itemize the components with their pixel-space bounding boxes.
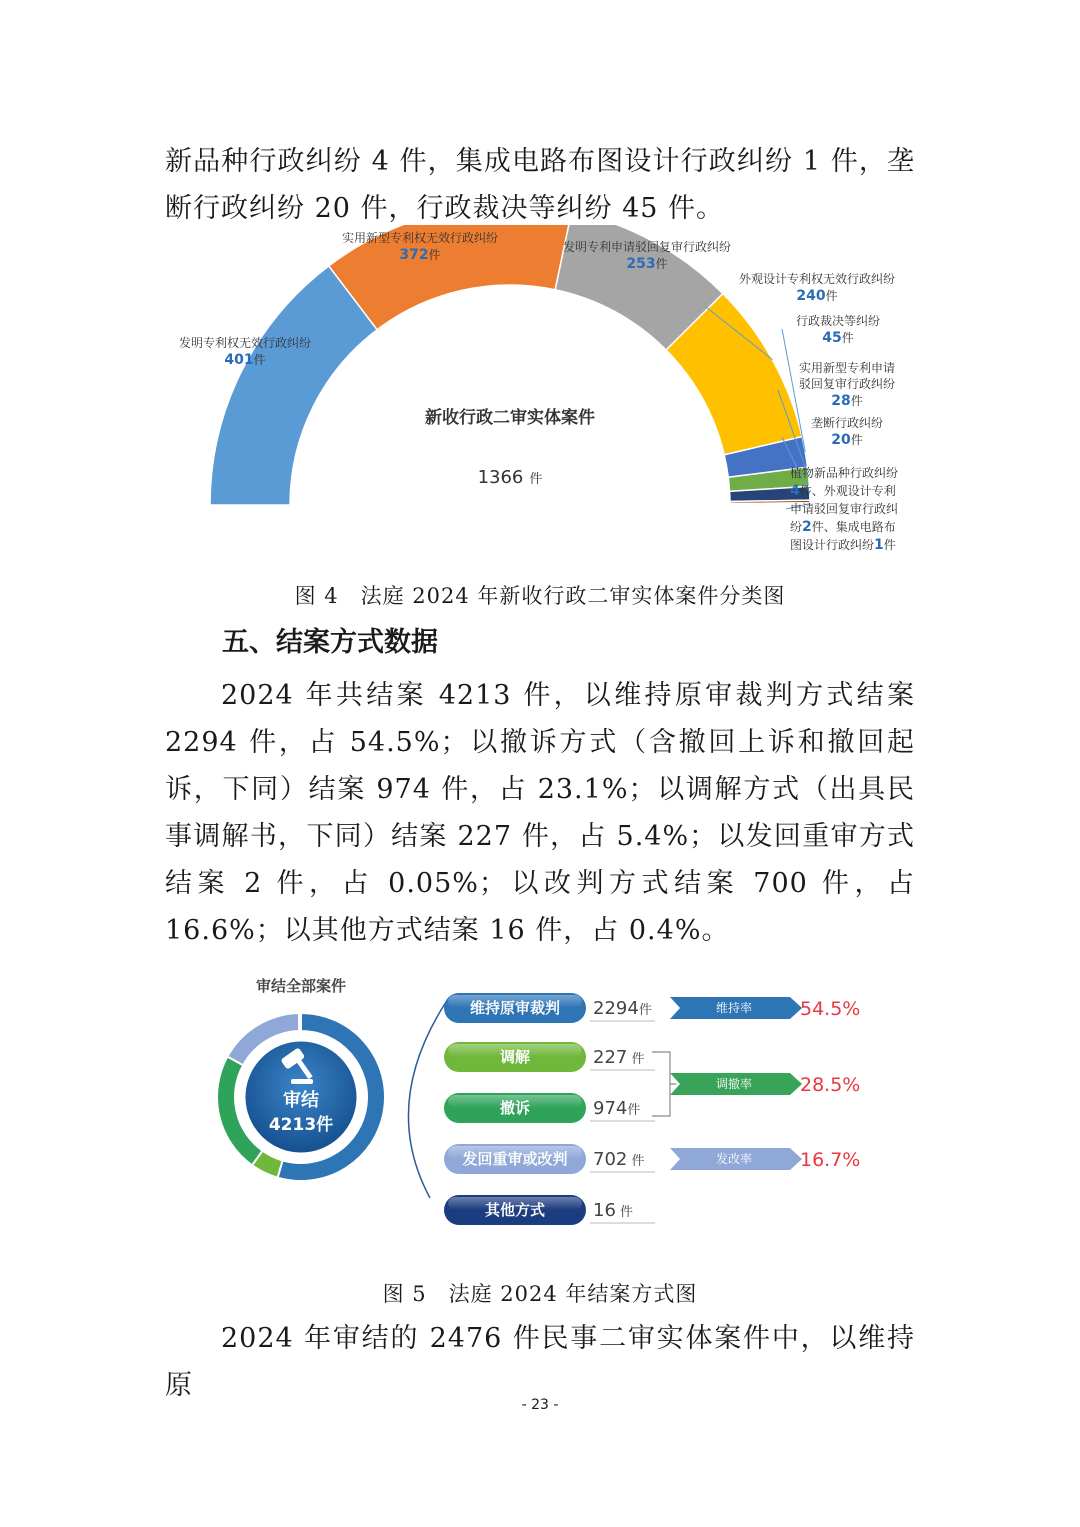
- svg-text:纷2件、集成电路布: 纷2件、集成电路布: [790, 519, 896, 535]
- svg-text:维持原审裁判: 维持原审裁判: [469, 999, 561, 1017]
- bracket-line: [652, 1052, 676, 1116]
- rate-arrow: [670, 1148, 860, 1171]
- closing-method-row: [444, 1093, 655, 1123]
- closing-method-row: [444, 1042, 655, 1072]
- svg-text:2294件: 2294件: [593, 998, 652, 1019]
- paragraph-intro: 新品种行政纠纷 4 件，集成电路布图设计行政纠纷 1 件，垄断行政纠纷 20 件，行政裁决等纠纷 45 件。: [165, 146, 915, 224]
- svg-text:253件: 253件: [626, 256, 668, 272]
- svg-text:行政裁决等纠纷: 行政裁决等纠纷: [795, 314, 881, 328]
- rate-arrow: [670, 997, 860, 1020]
- svg-text:调解: 调解: [499, 1048, 531, 1066]
- svg-text:发改率: 发改率: [715, 1152, 753, 1166]
- infographic-header: 审结全部案件: [255, 977, 347, 995]
- svg-text:垄断行政纠纷: 垄断行政纠纷: [810, 416, 884, 430]
- svg-text:372件: 372件: [399, 247, 441, 263]
- chart-center-title: 新收行政二审实体案件: [425, 408, 595, 428]
- chart-center-total: 1366 件: [477, 467, 543, 488]
- svg-text:4件、外观设计专利: 4件、外观设计专利: [790, 483, 896, 499]
- svg-text:45件: 45件: [822, 330, 854, 346]
- svg-text:维持率: 维持率: [715, 1001, 753, 1015]
- svg-text:发回重审或改判: 发回重审或改判: [462, 1150, 568, 1168]
- svg-text:28.5%: 28.5%: [800, 1074, 861, 1096]
- svg-text:702 件: 702 件: [593, 1149, 645, 1170]
- paragraph-case-closing: 2024 年共结案 4213 件，以维持原审裁判方式结案 2294 件，占 54.5%；以撤诉方式（含撤回上诉和撤回起诉，下同）结案 974 件，占 23.1%；以调解方式（出具民事调解书，下同）结案 227 件，占 5.4%；以发回重审方式结案 2 件，占 0.05%；以改判方式结案 700 件，占 16.6%；以其他方式结案 16 件，占 0.4%。: [165, 680, 915, 946]
- svg-text:240件: 240件: [796, 288, 838, 304]
- svg-text:外观设计专利权无效行政纠纷: 外观设计专利权无效行政纠纷: [738, 272, 896, 286]
- center-total: 4213件: [268, 1115, 334, 1135]
- slice-label: [796, 313, 880, 346]
- svg-text:申请驳回复审行政纠: 申请驳回复审行政纠: [790, 502, 899, 516]
- svg-text:其他方式: 其他方式: [484, 1201, 546, 1219]
- paragraph-continuation: 2024 年审结的 2476 件民事二审实体案件中，以维持原: [165, 1323, 915, 1401]
- half-donut-slice: [210, 266, 377, 505]
- slice-label: [739, 271, 895, 304]
- svg-text:图设计行政纠纷1件: 图设计行政纠纷1件: [790, 537, 896, 553]
- svg-text:54.5%: 54.5%: [800, 998, 861, 1020]
- slice-label: [811, 415, 883, 448]
- closing-method-row: [444, 993, 655, 1023]
- closing-method-row: [444, 1144, 655, 1174]
- ring-segment: [299, 1013, 301, 1031]
- center-title: 审结: [283, 1090, 319, 1111]
- svg-text:28件: 28件: [831, 393, 863, 409]
- svg-text:实用新型专利申请: 实用新型专利申请: [798, 361, 896, 375]
- rate-arrow: [670, 1073, 860, 1096]
- slice-label: [799, 360, 895, 409]
- connector-arc: [408, 1002, 446, 1198]
- svg-text:20件: 20件: [831, 432, 863, 448]
- case-closing-infographic: [200, 970, 900, 1240]
- combined-small-slice-label: [790, 465, 898, 553]
- svg-text:调撤率: 调撤率: [715, 1077, 753, 1091]
- section-heading: 五、结案方式数据: [222, 627, 438, 658]
- svg-text:227 件: 227 件: [593, 1047, 645, 1068]
- figure-5-caption: 图 5 法庭 2024 年结案方式图: [382, 1282, 698, 1306]
- svg-text:16.7%: 16.7%: [800, 1149, 861, 1171]
- svg-text:实用新型专利权无效行政纠纷: 实用新型专利权无效行政纠纷: [341, 231, 499, 245]
- svg-text:植物新品种行政纠纷: 植物新品种行政纠纷: [790, 466, 899, 480]
- svg-text:发明专利权无效行政纠纷: 发明专利权无效行政纠纷: [178, 336, 312, 350]
- page-number: - 23 -: [521, 1397, 559, 1413]
- svg-text:974件: 974件: [593, 1098, 641, 1119]
- figure-4-caption: 图 4 法庭 2024 年新收行政二审实体案件分类图: [294, 584, 786, 608]
- svg-text:16 件: 16 件: [593, 1200, 634, 1221]
- svg-text:发明专利申请驳回复审行政纠纷: 发明专利申请驳回复审行政纠纷: [562, 240, 732, 254]
- svg-text:撤诉: 撤诉: [499, 1099, 531, 1117]
- svg-text:驳回复审行政纠纷: 驳回复审行政纠纷: [798, 377, 896, 391]
- closing-method-row: [444, 1195, 655, 1225]
- svg-text:401件: 401件: [224, 352, 266, 368]
- half-donut-chart: [150, 225, 940, 565]
